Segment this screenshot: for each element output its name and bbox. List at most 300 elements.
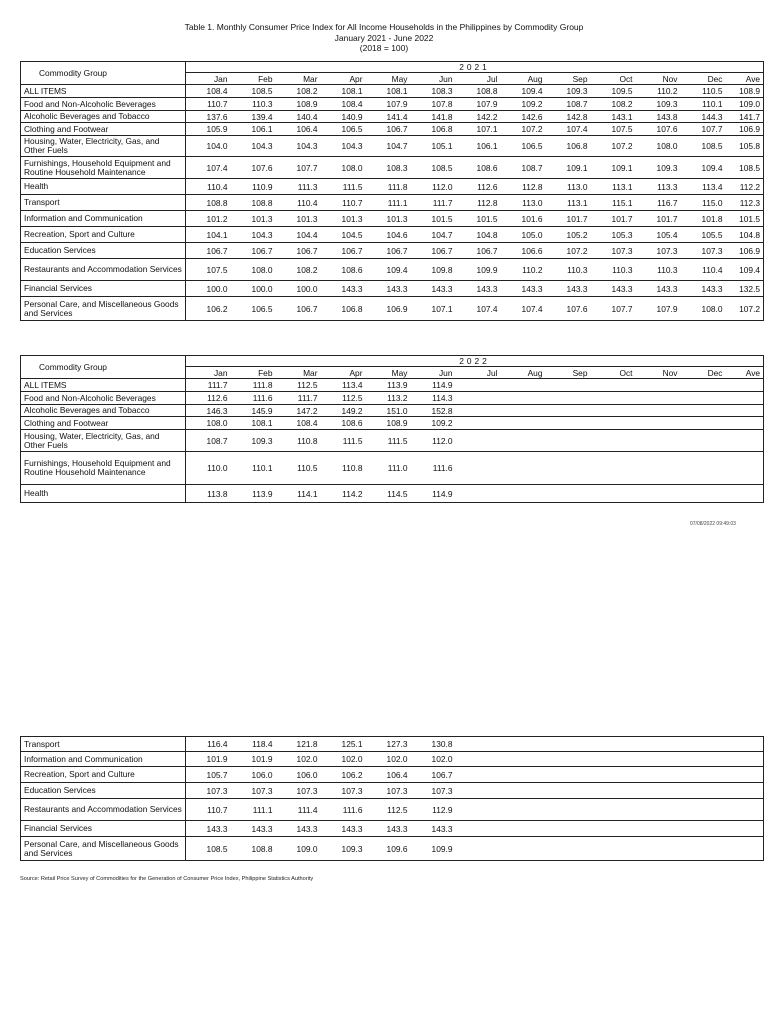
index-value-cell: 107.2 xyxy=(546,243,591,259)
index-value-cell xyxy=(591,405,636,417)
index-value-cell: 108.2 xyxy=(276,85,321,98)
index-value-cell: 105.9 xyxy=(186,123,231,136)
index-value-cell: 100.0 xyxy=(186,281,231,297)
index-value-cell xyxy=(681,417,726,430)
index-value-cell xyxy=(681,752,726,767)
index-value-cell: 108.7 xyxy=(546,98,591,111)
index-value-cell: 107.9 xyxy=(366,98,411,111)
index-value-cell: 109.1 xyxy=(591,157,636,179)
index-value-cell: 112.0 xyxy=(411,430,456,452)
index-value-cell: 141.8 xyxy=(411,111,456,123)
index-value-cell: 109.4 xyxy=(366,259,411,281)
index-value-cell: 106.0 xyxy=(276,767,321,783)
index-value-cell: 106.8 xyxy=(411,123,456,136)
index-value-cell xyxy=(456,752,501,767)
index-value-cell: 108.3 xyxy=(366,157,411,179)
index-value-cell: 107.4 xyxy=(501,297,546,321)
index-value-cell: 109.4 xyxy=(501,85,546,98)
index-value-cell: 106.5 xyxy=(321,123,366,136)
index-value-cell: 105.3 xyxy=(591,227,636,243)
index-value-cell: 107.3 xyxy=(591,243,636,259)
index-value-cell: 113.0 xyxy=(546,179,591,195)
commodity-group-cell: Transport xyxy=(21,737,186,752)
index-value-cell: 112.2 xyxy=(726,179,764,195)
index-value-cell: 110.0 xyxy=(186,452,231,485)
index-value-cell: 109.4 xyxy=(681,157,726,179)
table-row xyxy=(21,752,764,767)
index-value-cell: 106.7 xyxy=(411,243,456,259)
commodity-group-cell: Recreation, Sport and Culture xyxy=(21,767,186,783)
index-value-cell: 141.7 xyxy=(726,111,764,123)
commodity-group-cell: Food and Non-Alcoholic Beverages xyxy=(21,98,186,111)
title-line-2: January 2021 - June 2022 xyxy=(334,32,434,43)
table-row xyxy=(21,737,764,752)
index-value-cell: 143.1 xyxy=(591,111,636,123)
index-value-cell: 108.9 xyxy=(726,85,764,98)
index-value-cell: 111.3 xyxy=(276,179,321,195)
index-value-cell xyxy=(501,837,546,861)
index-value-cell: 102.0 xyxy=(276,752,321,767)
index-value-cell xyxy=(726,821,764,837)
index-value-cell: 140.9 xyxy=(321,111,366,123)
index-value-cell: 107.6 xyxy=(546,297,591,321)
index-value-cell: 151.0 xyxy=(366,405,411,417)
commodity-group-cell: Recreation, Sport and Culture xyxy=(21,227,186,243)
index-value-cell: 102.0 xyxy=(321,752,366,767)
index-value-cell: 110.3 xyxy=(636,259,681,281)
index-value-cell: 105.1 xyxy=(411,136,456,157)
index-value-cell: 142.8 xyxy=(546,111,591,123)
index-value-cell: 111.6 xyxy=(321,799,366,821)
index-value-cell: 114.1 xyxy=(276,485,321,503)
index-value-cell: 108.9 xyxy=(366,417,411,430)
commodity-group-cell: Furnishings, Household Equipment and Routine Household Maintenance xyxy=(21,452,186,485)
index-value-cell: 113.1 xyxy=(591,179,636,195)
index-value-cell: 106.7 xyxy=(366,243,411,259)
index-value-cell xyxy=(591,417,636,430)
index-value-cell: 104.8 xyxy=(456,227,501,243)
index-value-cell xyxy=(456,799,501,821)
index-value-cell xyxy=(636,417,681,430)
index-value-cell: 104.4 xyxy=(276,227,321,243)
index-value-cell: 143.3 xyxy=(231,821,276,837)
month-header-oct: Oct xyxy=(591,73,636,85)
index-value-cell: 110.5 xyxy=(276,452,321,485)
index-value-cell: 107.8 xyxy=(411,98,456,111)
index-value-cell xyxy=(456,767,501,783)
index-value-cell: 112.5 xyxy=(366,799,411,821)
month-header-sep: Sep xyxy=(546,73,591,85)
index-value-cell: 142.2 xyxy=(456,111,501,123)
commodity-group-cell: ALL ITEMS xyxy=(21,379,186,392)
index-value-cell: 109.3 xyxy=(636,157,681,179)
table-row xyxy=(21,243,764,259)
index-value-cell xyxy=(591,452,636,485)
index-value-cell: 108.0 xyxy=(681,297,726,321)
table-title xyxy=(0,22,768,54)
commodity-group-cell: Alcoholic Beverages and Tobacco xyxy=(21,111,186,123)
index-value-cell xyxy=(726,767,764,783)
index-value-cell: 107.2 xyxy=(726,297,764,321)
index-value-cell: 112.5 xyxy=(276,379,321,392)
index-value-cell xyxy=(591,430,636,452)
index-value-cell: 106.4 xyxy=(366,767,411,783)
index-value-cell xyxy=(726,799,764,821)
index-value-cell: 110.3 xyxy=(231,98,276,111)
index-value-cell: 101.9 xyxy=(231,752,276,767)
table-row xyxy=(21,281,764,297)
month-header-apr: Apr xyxy=(321,73,366,85)
month-header-may: May xyxy=(366,73,411,85)
index-value-cell xyxy=(591,783,636,799)
index-value-cell xyxy=(546,405,591,417)
commodity-group-cell: Transport xyxy=(21,195,186,211)
cpi-table-2022 xyxy=(20,355,764,503)
index-value-cell xyxy=(681,767,726,783)
index-value-cell xyxy=(501,405,546,417)
index-value-cell: 108.5 xyxy=(681,136,726,157)
index-value-cell: 104.7 xyxy=(411,227,456,243)
index-value-cell xyxy=(501,417,546,430)
index-value-cell: 113.9 xyxy=(366,379,411,392)
index-value-cell xyxy=(546,379,591,392)
index-value-cell: 101.7 xyxy=(636,211,681,227)
index-value-cell: 106.7 xyxy=(276,243,321,259)
table-row xyxy=(21,837,764,861)
index-value-cell xyxy=(681,430,726,452)
index-value-cell: 142.6 xyxy=(501,111,546,123)
cpi-table-2021 xyxy=(20,61,764,321)
index-value-cell: 143.3 xyxy=(276,821,321,837)
index-value-cell xyxy=(636,821,681,837)
month-header-ave: Ave xyxy=(726,367,764,379)
index-value-cell xyxy=(726,837,764,861)
index-value-cell: 101.5 xyxy=(726,211,764,227)
index-value-cell xyxy=(636,737,681,752)
index-value-cell xyxy=(456,392,501,405)
index-value-cell xyxy=(546,752,591,767)
index-value-cell xyxy=(636,452,681,485)
index-value-cell: 108.9 xyxy=(276,98,321,111)
index-value-cell: 107.5 xyxy=(186,259,231,281)
index-value-cell: 108.0 xyxy=(636,136,681,157)
index-value-cell: 107.9 xyxy=(456,98,501,111)
table-row xyxy=(21,179,764,195)
month-header-mar: Mar xyxy=(276,73,321,85)
month-header-jul: Jul xyxy=(456,73,501,85)
index-value-cell: 101.3 xyxy=(231,211,276,227)
index-value-cell: 106.1 xyxy=(231,123,276,136)
index-value-cell: 115.0 xyxy=(681,195,726,211)
index-value-cell xyxy=(681,452,726,485)
index-value-cell: 137.6 xyxy=(186,111,231,123)
index-value-cell: 111.5 xyxy=(321,430,366,452)
table-row xyxy=(21,405,764,417)
index-value-cell xyxy=(501,767,546,783)
index-value-cell: 109.5 xyxy=(591,85,636,98)
commodity-group-cell: Financial Services xyxy=(21,821,186,837)
index-value-cell: 104.1 xyxy=(186,227,231,243)
index-value-cell: 107.9 xyxy=(636,297,681,321)
index-value-cell: 114.5 xyxy=(366,485,411,503)
table-row xyxy=(21,98,764,111)
index-value-cell: 101.9 xyxy=(186,752,231,767)
index-value-cell: 108.2 xyxy=(591,98,636,111)
table-row xyxy=(21,392,764,405)
index-value-cell: 108.1 xyxy=(321,85,366,98)
index-value-cell: 107.3 xyxy=(186,783,231,799)
table-row xyxy=(21,821,764,837)
index-value-cell: 107.3 xyxy=(366,783,411,799)
table-row xyxy=(21,111,764,123)
commodity-group-cell: Information and Communication xyxy=(21,752,186,767)
index-value-cell: 145.9 xyxy=(231,405,276,417)
index-value-cell: 102.0 xyxy=(411,752,456,767)
index-value-cell: 110.2 xyxy=(636,85,681,98)
index-value-cell xyxy=(456,417,501,430)
index-value-cell: 143.3 xyxy=(366,281,411,297)
index-value-cell: 143.3 xyxy=(186,821,231,837)
index-value-cell: 106.2 xyxy=(321,767,366,783)
index-value-cell xyxy=(726,405,764,417)
index-value-cell: 110.8 xyxy=(321,452,366,485)
index-value-cell: 143.3 xyxy=(501,281,546,297)
month-header-jul: Jul xyxy=(456,367,501,379)
index-value-cell: 143.3 xyxy=(321,821,366,837)
index-value-cell: 111.7 xyxy=(276,392,321,405)
title-line-1: Table 1. Monthly Consumer Price Index for All Income Households in the Philippines by Commodity Group xyxy=(184,22,584,32)
index-value-cell xyxy=(681,837,726,861)
month-header-oct: Oct xyxy=(591,367,636,379)
index-value-cell: 109.4 xyxy=(726,259,764,281)
index-value-cell: 113.3 xyxy=(636,179,681,195)
index-value-cell: 143.3 xyxy=(681,281,726,297)
index-value-cell: 113.1 xyxy=(546,195,591,211)
index-value-cell: 106.7 xyxy=(411,767,456,783)
index-value-cell xyxy=(501,752,546,767)
index-value-cell: 106.9 xyxy=(726,243,764,259)
index-value-cell: 110.1 xyxy=(231,452,276,485)
index-value-cell xyxy=(546,452,591,485)
index-value-cell: 108.5 xyxy=(726,157,764,179)
index-value-cell: 111.4 xyxy=(276,799,321,821)
index-value-cell: 106.7 xyxy=(321,243,366,259)
index-value-cell: 108.6 xyxy=(456,157,501,179)
print-timestamp: 07/08/2022 09:49:03 xyxy=(690,521,736,527)
table-row xyxy=(21,767,764,783)
index-value-cell xyxy=(681,783,726,799)
index-value-cell: 108.0 xyxy=(231,259,276,281)
index-value-cell: 112.8 xyxy=(456,195,501,211)
index-value-cell: 110.7 xyxy=(321,195,366,211)
table-row xyxy=(21,417,764,430)
index-value-cell: 152.8 xyxy=(411,405,456,417)
commodity-group-cell: Restaurants and Accommodation Services xyxy=(21,799,186,821)
index-value-cell: 143.8 xyxy=(636,111,681,123)
index-value-cell xyxy=(591,799,636,821)
index-value-cell xyxy=(501,430,546,452)
commodity-group-cell: Personal Care, and Miscellaneous Goods and Services xyxy=(21,837,186,861)
index-value-cell xyxy=(636,485,681,503)
index-value-cell: 106.8 xyxy=(321,297,366,321)
index-value-cell: 112.0 xyxy=(411,179,456,195)
index-value-cell: 107.7 xyxy=(681,123,726,136)
index-value-cell: 107.3 xyxy=(321,783,366,799)
table-row xyxy=(21,123,764,136)
commodity-group-cell: Information and Communication xyxy=(21,211,186,227)
index-value-cell: 111.5 xyxy=(366,430,411,452)
index-value-cell: 114.9 xyxy=(411,485,456,503)
index-value-cell xyxy=(546,837,591,861)
index-value-cell: 101.5 xyxy=(411,211,456,227)
index-value-cell xyxy=(501,379,546,392)
index-value-cell xyxy=(681,405,726,417)
index-value-cell: 127.3 xyxy=(366,737,411,752)
index-value-cell xyxy=(636,392,681,405)
month-header-sep: Sep xyxy=(546,367,591,379)
index-value-cell: 107.3 xyxy=(681,243,726,259)
index-value-cell: 101.6 xyxy=(501,211,546,227)
index-value-cell: 107.1 xyxy=(456,123,501,136)
index-value-cell xyxy=(591,821,636,837)
index-value-cell: 111.8 xyxy=(366,179,411,195)
index-value-cell xyxy=(546,799,591,821)
table-row xyxy=(21,259,764,281)
index-value-cell: 108.8 xyxy=(231,195,276,211)
index-value-cell: 106.9 xyxy=(366,297,411,321)
index-value-cell: 104.3 xyxy=(231,227,276,243)
index-value-cell: 104.8 xyxy=(726,227,764,243)
index-value-cell: 143.3 xyxy=(546,281,591,297)
table-row xyxy=(21,211,764,227)
index-value-cell: 112.9 xyxy=(411,799,456,821)
index-value-cell: 109.8 xyxy=(411,259,456,281)
index-value-cell: 108.7 xyxy=(501,157,546,179)
index-value-cell: 110.7 xyxy=(186,799,231,821)
index-value-cell: 107.4 xyxy=(456,297,501,321)
index-value-cell: 112.5 xyxy=(321,392,366,405)
index-value-cell: 106.8 xyxy=(546,136,591,157)
index-value-cell: 104.0 xyxy=(186,136,231,157)
index-value-cell xyxy=(636,767,681,783)
index-value-cell: 108.5 xyxy=(186,837,231,861)
index-value-cell: 107.4 xyxy=(546,123,591,136)
index-value-cell: 116.4 xyxy=(186,737,231,752)
index-value-cell: 113.9 xyxy=(231,485,276,503)
index-value-cell xyxy=(546,430,591,452)
index-value-cell: 110.9 xyxy=(231,179,276,195)
source-note: Source: Retail Price Survey of Commodities for the Generation of Consumer Price Index, Philippine Statistics Authority xyxy=(20,876,314,882)
index-value-cell: 109.9 xyxy=(456,259,501,281)
index-value-cell: 114.3 xyxy=(411,392,456,405)
commodity-group-cell: Personal Care, and Miscellaneous Goods and Services xyxy=(21,297,186,321)
index-value-cell xyxy=(636,752,681,767)
index-value-cell: 130.8 xyxy=(411,737,456,752)
index-value-cell: 143.3 xyxy=(411,281,456,297)
index-value-cell: 108.7 xyxy=(186,430,231,452)
index-value-cell: 110.5 xyxy=(681,85,726,98)
index-value-cell xyxy=(726,417,764,430)
index-value-cell: 108.0 xyxy=(186,417,231,430)
index-value-cell: 107.3 xyxy=(636,243,681,259)
month-header-jan: Jan xyxy=(186,73,231,85)
commodity-group-cell: Restaurants and Accommodation Services xyxy=(21,259,186,281)
index-value-cell xyxy=(726,392,764,405)
index-value-cell: 140.4 xyxy=(276,111,321,123)
index-value-cell: 101.3 xyxy=(321,211,366,227)
index-value-cell: 121.8 xyxy=(276,737,321,752)
index-value-cell: 105.4 xyxy=(636,227,681,243)
index-value-cell: 112.6 xyxy=(456,179,501,195)
index-value-cell xyxy=(591,767,636,783)
index-value-cell: 107.4 xyxy=(186,157,231,179)
index-value-cell: 108.4 xyxy=(276,417,321,430)
index-value-cell: 107.2 xyxy=(591,136,636,157)
index-value-cell: 107.7 xyxy=(591,297,636,321)
commodity-group-cell: Education Services xyxy=(21,243,186,259)
commodity-group-cell: Clothing and Footwear xyxy=(21,417,186,430)
commodity-group-header: Commodity Group xyxy=(21,356,186,379)
commodity-group-cell: Education Services xyxy=(21,783,186,799)
index-value-cell xyxy=(456,430,501,452)
index-value-cell: 111.7 xyxy=(411,195,456,211)
table-row xyxy=(21,157,764,179)
index-value-cell: 108.4 xyxy=(186,85,231,98)
table-row xyxy=(21,379,764,392)
index-value-cell: 104.3 xyxy=(276,136,321,157)
index-value-cell: 111.8 xyxy=(231,379,276,392)
index-value-cell: 108.0 xyxy=(321,157,366,179)
index-value-cell xyxy=(456,452,501,485)
index-value-cell: 112.8 xyxy=(501,179,546,195)
index-value-cell: 109.6 xyxy=(366,837,411,861)
index-value-cell: 141.4 xyxy=(366,111,411,123)
commodity-group-cell: Housing, Water, Electricity, Gas, and Other Fuels xyxy=(21,430,186,452)
index-value-cell: 106.7 xyxy=(231,243,276,259)
index-value-cell: 143.3 xyxy=(411,821,456,837)
table-row xyxy=(21,783,764,799)
index-value-cell: 108.8 xyxy=(231,837,276,861)
index-value-cell: 110.4 xyxy=(186,179,231,195)
month-header-jan: Jan xyxy=(186,367,231,379)
index-value-cell xyxy=(726,379,764,392)
index-value-cell xyxy=(636,837,681,861)
index-value-cell: 108.2 xyxy=(276,259,321,281)
index-value-cell: 113.4 xyxy=(321,379,366,392)
index-value-cell xyxy=(681,485,726,503)
index-value-cell: 106.7 xyxy=(186,243,231,259)
month-header-dec: Dec xyxy=(681,367,726,379)
index-value-cell: 111.1 xyxy=(366,195,411,211)
month-header-nov: Nov xyxy=(636,73,681,85)
index-value-cell: 112.3 xyxy=(726,195,764,211)
index-value-cell: 143.3 xyxy=(321,281,366,297)
index-value-cell: 110.3 xyxy=(546,259,591,281)
index-value-cell xyxy=(681,821,726,837)
index-value-cell: 111.6 xyxy=(231,392,276,405)
index-value-cell: 107.1 xyxy=(411,297,456,321)
month-header-aug: Aug xyxy=(501,73,546,85)
index-value-cell: 108.6 xyxy=(321,417,366,430)
index-value-cell: 108.8 xyxy=(456,85,501,98)
index-value-cell xyxy=(591,737,636,752)
table-row xyxy=(21,227,764,243)
commodity-group-cell: Food and Non-Alcoholic Beverages xyxy=(21,392,186,405)
commodity-group-header: Commodity Group xyxy=(21,62,186,85)
index-value-cell xyxy=(456,737,501,752)
index-value-cell: 109.3 xyxy=(231,430,276,452)
index-value-cell: 113.2 xyxy=(366,392,411,405)
